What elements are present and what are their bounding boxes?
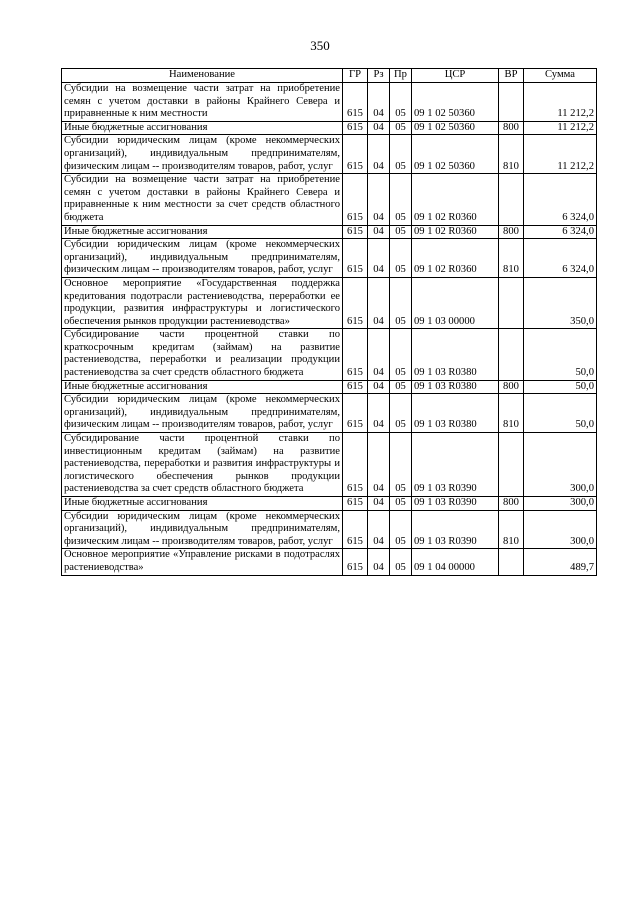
header-csr: ЦСР <box>412 69 499 83</box>
row-name: Субсидирование части процентной ставки по инвестиционным кредитам (займам) на развитие растениеводства, переработки и развития инфраструктуры и логистического обеспечения рынков продукции растениеводства за счет средств областного бюджета <box>62 433 343 497</box>
row-pr: 05 <box>390 83 412 122</box>
row-csr: 09 1 03 R0380 <box>412 329 499 380</box>
row-vr <box>499 174 524 225</box>
table-row <box>62 225 597 239</box>
row-rz: 04 <box>368 394 390 433</box>
row-rz: 04 <box>368 380 390 394</box>
header-pr: Пр <box>390 69 412 83</box>
table-row <box>62 135 597 174</box>
row-pr: 05 <box>390 549 412 575</box>
row-csr: 09 1 02 R0360 <box>412 225 499 239</box>
row-rz: 04 <box>368 121 390 135</box>
header-sum: Сумма <box>524 69 597 83</box>
row-pr: 05 <box>390 394 412 433</box>
row-csr: 09 1 02 50360 <box>412 83 499 122</box>
row-vr: 810 <box>499 135 524 174</box>
row-sum: 489,7 <box>524 549 597 575</box>
row-sum: 11 212,2 <box>524 135 597 174</box>
table-row <box>62 380 597 394</box>
row-rz: 04 <box>368 433 390 497</box>
row-csr: 09 1 02 R0360 <box>412 239 499 278</box>
row-sum: 6 324,0 <box>524 174 597 225</box>
header-rz: Рз <box>368 69 390 83</box>
row-rz: 04 <box>368 239 390 278</box>
row-gr: 615 <box>343 380 368 394</box>
table-row <box>62 239 597 278</box>
row-vr <box>499 329 524 380</box>
row-csr: 09 1 03 R0390 <box>412 510 499 549</box>
row-rz: 04 <box>368 329 390 380</box>
row-csr: 09 1 04 00000 <box>412 549 499 575</box>
row-sum: 350,0 <box>524 277 597 328</box>
row-csr: 09 1 02 50360 <box>412 135 499 174</box>
row-rz: 04 <box>368 497 390 511</box>
row-csr: 09 1 03 00000 <box>412 277 499 328</box>
row-gr: 615 <box>343 225 368 239</box>
row-pr: 05 <box>390 135 412 174</box>
row-sum: 50,0 <box>524 394 597 433</box>
row-rz: 04 <box>368 549 390 575</box>
row-gr: 615 <box>343 497 368 511</box>
row-pr: 05 <box>390 121 412 135</box>
row-vr: 800 <box>499 225 524 239</box>
row-gr: 615 <box>343 277 368 328</box>
row-csr: 09 1 03 R0380 <box>412 380 499 394</box>
row-csr: 09 1 02 R0360 <box>412 174 499 225</box>
row-csr: 09 1 02 50360 <box>412 121 499 135</box>
table-row <box>62 329 597 380</box>
row-rz: 04 <box>368 510 390 549</box>
row-name: Субсидии юридическим лицам (кроме некоммерческих организаций), индивидуальным предпринимателям, физическим лицам -- производителям товаров, работ, услуг <box>62 510 343 549</box>
page-number: 350 <box>310 38 330 53</box>
row-vr: 800 <box>499 497 524 511</box>
row-gr: 615 <box>343 510 368 549</box>
row-gr: 615 <box>343 174 368 225</box>
row-name: Иные бюджетные ассигнования <box>62 225 343 239</box>
row-pr: 05 <box>390 380 412 394</box>
table-row <box>62 497 597 511</box>
table-row <box>62 121 597 135</box>
row-vr: 810 <box>499 510 524 549</box>
row-rz: 04 <box>368 83 390 122</box>
row-vr <box>499 433 524 497</box>
row-rz: 04 <box>368 135 390 174</box>
row-pr: 05 <box>390 239 412 278</box>
row-pr: 05 <box>390 510 412 549</box>
row-gr: 615 <box>343 433 368 497</box>
row-sum: 11 212,2 <box>524 121 597 135</box>
row-pr: 05 <box>390 225 412 239</box>
row-name: Основное мероприятие «Управление рисками в подотраслях растениеводства» <box>62 549 343 575</box>
budget-table <box>61 68 597 576</box>
row-sum: 50,0 <box>524 380 597 394</box>
row-name: Субсидии юридическим лицам (кроме некоммерческих организаций), индивидуальным предпринимателям, физическим лицам -- производителям товаров, работ, услуг <box>62 239 343 278</box>
row-rz: 04 <box>368 225 390 239</box>
row-gr: 615 <box>343 239 368 278</box>
row-gr: 615 <box>343 329 368 380</box>
row-vr: 800 <box>499 121 524 135</box>
row-vr <box>499 277 524 328</box>
row-gr: 615 <box>343 394 368 433</box>
row-name: Основное мероприятие «Государственная поддержка кредитования подотрасли растениеводства, переработки ее продукции, развития инфраструктуры и логистического обеспечения рынков продукции растениеводства» <box>62 277 343 328</box>
row-name: Субсидии юридическим лицам (кроме некоммерческих организаций), индивидуальным предпринимателям, физическим лицам -- производителям товаров, работ, услуг <box>62 394 343 433</box>
row-pr: 05 <box>390 329 412 380</box>
row-vr: 810 <box>499 394 524 433</box>
row-name: Субсидирование части процентной ставки по краткосрочным кредитам (займам) на развитие растениеводства, переработки и реализации продукции растениеводства за счет средств областного бюджета <box>62 329 343 380</box>
row-csr: 09 1 03 R0390 <box>412 497 499 511</box>
row-sum: 300,0 <box>524 433 597 497</box>
row-pr: 05 <box>390 497 412 511</box>
table-row <box>62 394 597 433</box>
row-vr: 810 <box>499 239 524 278</box>
table-row <box>62 510 597 549</box>
table-row <box>62 83 597 122</box>
row-sum: 300,0 <box>524 497 597 511</box>
row-rz: 04 <box>368 277 390 328</box>
row-gr: 615 <box>343 121 368 135</box>
row-gr: 615 <box>343 135 368 174</box>
table-row <box>62 174 597 225</box>
row-name: Иные бюджетные ассигнования <box>62 497 343 511</box>
row-vr <box>499 83 524 122</box>
row-csr: 09 1 03 R0390 <box>412 433 499 497</box>
row-name: Субсидии юридическим лицам (кроме некоммерческих организаций), индивидуальным предпринимателям, физическим лицам -- производителям товаров, работ, услуг <box>62 135 343 174</box>
table-row <box>62 433 597 497</box>
table-header-row <box>62 69 597 83</box>
header-gr: ГР <box>343 69 368 83</box>
table-body <box>62 83 597 576</box>
row-pr: 05 <box>390 277 412 328</box>
row-gr: 615 <box>343 83 368 122</box>
row-pr: 05 <box>390 433 412 497</box>
table-row <box>62 549 597 575</box>
row-name: Субсидии на возмещение части затрат на приобретение семян с учетом доставки в районы Крайнего Севера и приравненные к ним местности <box>62 83 343 122</box>
row-sum: 6 324,0 <box>524 225 597 239</box>
row-gr: 615 <box>343 549 368 575</box>
row-rz: 04 <box>368 174 390 225</box>
row-sum: 300,0 <box>524 510 597 549</box>
row-sum: 11 212,2 <box>524 83 597 122</box>
row-vr: 800 <box>499 380 524 394</box>
header-vr: ВР <box>499 69 524 83</box>
row-name: Иные бюджетные ассигнования <box>62 380 343 394</box>
row-name: Иные бюджетные ассигнования <box>62 121 343 135</box>
row-csr: 09 1 03 R0380 <box>412 394 499 433</box>
row-name: Субсидии на возмещение части затрат на приобретение семян с учетом доставки в районы Крайнего Севера и приравненные к ним местности за счет средств областного бюджета <box>62 174 343 225</box>
row-vr <box>499 549 524 575</box>
row-sum: 6 324,0 <box>524 239 597 278</box>
row-sum: 50,0 <box>524 329 597 380</box>
table-row <box>62 277 597 328</box>
header-name: Наименование <box>62 69 343 83</box>
row-pr: 05 <box>390 174 412 225</box>
